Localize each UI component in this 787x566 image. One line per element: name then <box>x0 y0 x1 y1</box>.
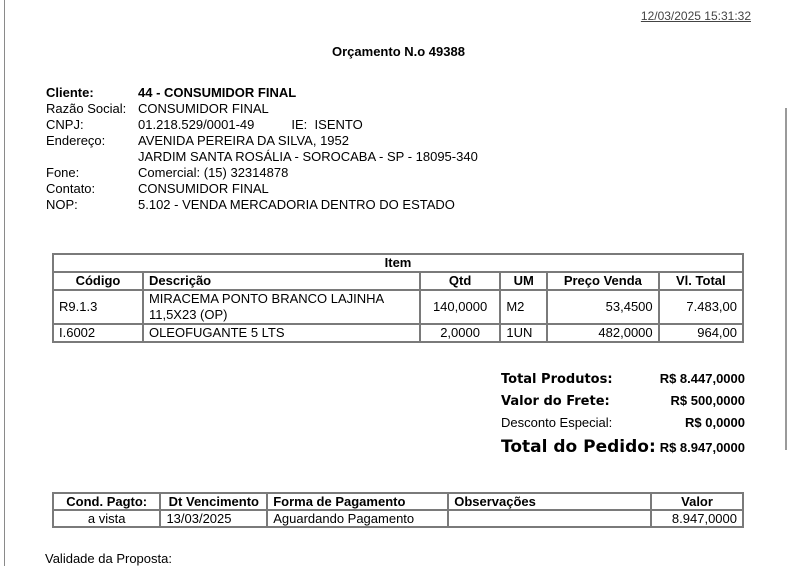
ie-value: ISENTO <box>314 117 363 132</box>
total-produtos-label: Total Produtos: <box>501 372 613 387</box>
nop-row <box>46 197 478 213</box>
razao-label: Razão Social: <box>46 101 127 116</box>
cell-um: M2 <box>500 290 547 324</box>
cell-codigo: R9.1.3 <box>53 290 143 324</box>
fone-label: Fone: <box>46 165 80 180</box>
endereco-label: Endereço: <box>46 133 106 148</box>
cell-preco: 53,4500 <box>547 290 659 324</box>
cell-codigo: I.6002 <box>53 324 143 342</box>
cnpj-value: 01.218.529/0001-49 <box>138 117 255 132</box>
desconto-value: R$ 0,0000 <box>685 415 745 430</box>
cell-preco: 482,0000 <box>547 324 659 342</box>
cell-descricao: MIRACEMA PONTO BRANCO LAJINHA 11,5X23 (OP) <box>143 290 420 324</box>
cell-descricao: OLEOFUGANTE 5 LTS <box>143 324 420 342</box>
total-produtos-value: R$ 8.447,0000 <box>659 371 745 386</box>
payment-table <box>52 492 744 528</box>
endereco-row <box>46 133 478 149</box>
cell-qtd: 2,0000 <box>420 324 501 342</box>
totals-block <box>501 371 745 461</box>
col-valor: Valor <box>651 493 743 510</box>
items-group-header: Item <box>53 254 743 272</box>
cliente-label: Cliente: <box>46 85 94 100</box>
cell-total: 964,00 <box>659 324 743 342</box>
cell-forma: Aguardando Pagamento <box>267 510 448 527</box>
cliente-value: 44 - CONSUMIDOR FINAL <box>138 85 297 100</box>
col-total: Vl. Total <box>659 272 743 290</box>
total-produtos-row <box>501 371 745 393</box>
ie-label: IE: <box>291 117 308 132</box>
razao-row <box>46 101 478 117</box>
validade-label: Validade da Proposta: <box>45 551 172 566</box>
client-row <box>46 85 478 101</box>
frete-row <box>501 393 745 415</box>
nop-label: NOP: <box>46 197 78 212</box>
desconto-label: Desconto Especial: <box>501 415 613 430</box>
contato-value: CONSUMIDOR FINAL <box>138 181 269 196</box>
cnpj-row <box>46 117 478 133</box>
contato-row <box>46 181 478 197</box>
cell-valor: 8.947,0000 <box>651 510 743 527</box>
nop-value: 5.102 - VENDA MERCADORIA DENTRO DO ESTADO <box>138 197 455 212</box>
frete-value: R$ 500,0000 <box>670 393 745 408</box>
col-um: UM <box>500 272 547 290</box>
left-border-rule <box>4 0 5 566</box>
col-forma-pagamento: Forma de Pagamento <box>267 493 448 510</box>
cell-total: 7.483,00 <box>659 290 743 324</box>
table-row <box>53 324 743 342</box>
client-info <box>46 85 478 213</box>
cell-qtd: 140,0000 <box>420 290 501 324</box>
cell-obs <box>448 510 651 527</box>
contato-label: Contato: <box>46 181 96 196</box>
cell-vencimento: 13/03/2025 <box>160 510 267 527</box>
cnpj-label: CNPJ: <box>46 117 84 132</box>
endereco-line2: JARDIM SANTA ROSÁLIA - SOROCABA - SP - 18095-340 <box>138 149 478 164</box>
endereco-row-2 <box>46 149 478 165</box>
print-timestamp: 12/03/2025 15:31:32 <box>640 9 751 23</box>
total-pedido-value: R$ 8.947,0000 <box>659 440 745 455</box>
col-preco: Preço Venda <box>547 272 659 290</box>
frete-label: Valor do Frete: <box>501 394 610 409</box>
items-table <box>52 253 744 343</box>
fone-value: Comercial: (15) 32314878 <box>138 165 289 180</box>
col-observacoes: Observações <box>448 493 651 510</box>
table-row <box>53 510 743 527</box>
total-pedido-label: Total do Pedido: <box>501 437 656 457</box>
col-codigo: Código <box>53 272 143 290</box>
col-qtd: Qtd <box>420 272 501 290</box>
fone-row <box>46 165 478 181</box>
table-row <box>53 290 743 324</box>
total-pedido-row <box>501 437 745 461</box>
desconto-row <box>501 415 745 437</box>
razao-value: CONSUMIDOR FINAL <box>138 101 269 116</box>
cell-cond: a vista <box>53 510 160 527</box>
endereco-line1: AVENIDA PEREIRA DA SILVA, 1952 <box>138 133 349 148</box>
col-descricao: Descrição <box>143 272 420 290</box>
col-dt-vencimento: Dt Vencimento <box>160 493 267 510</box>
cell-um: 1UN <box>500 324 547 342</box>
payment-header-row <box>53 493 743 510</box>
col-cond-pagto: Cond. Pagto: <box>53 493 160 510</box>
page-title: Orçamento N.o 49388 <box>332 44 465 59</box>
items-header-row <box>53 272 743 290</box>
